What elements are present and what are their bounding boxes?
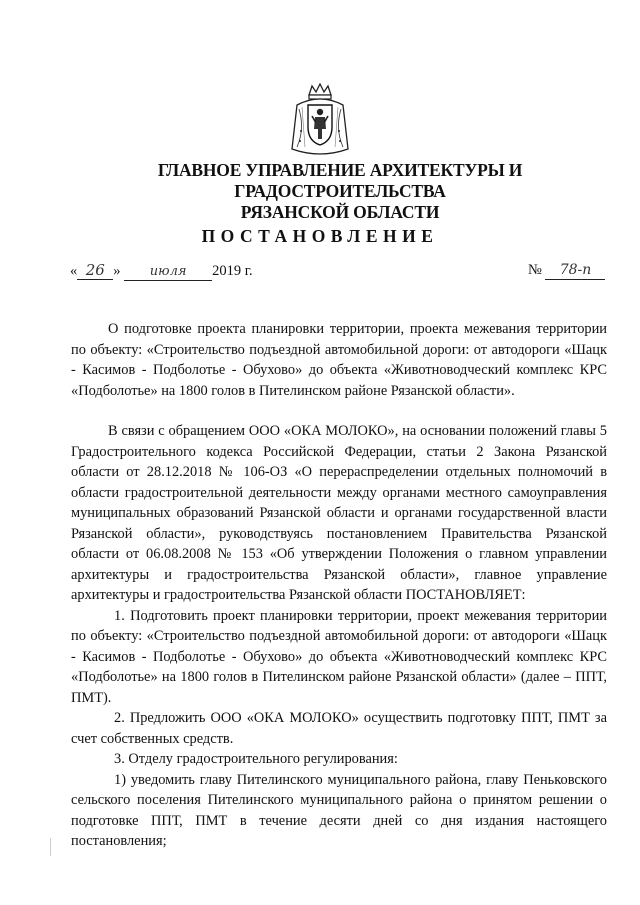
date-month-handwritten: июля [124,263,212,281]
ryazan-coat-of-arms-icon [285,83,355,159]
number-handwritten: 78-п [545,262,605,280]
preamble-paragraph: В связи с обращением ООО «ОКА МОЛОКО», на основании положений главы 5 Градостроительного кодекса Российской Федерации, статьи 2 Закона Рязанской области от 28.12.2018 № 106-ОЗ «О перераспределении отдельных полномочий в области градостроительной деятельности между органами местного самоуправления муниципальных образований Рязанской области и органами государственной власти Рязанской области», руководствуясь постановлением Правительства Рязанской области от 06.08.2008 № 153 «Об утверждении Положения о главном управлении архитектуры и градостроительства Рязанской области», главное управление архитектуры и градостроительства Рязанской области ПОСТАНОВЛЯЕТ: [71,423,607,603]
document-subject [71,319,607,401]
organization-title-line2: РЯЗАНСКОЙ ОБЛАСТИ [240,202,440,222]
date-year: 2019 г. [212,263,253,279]
list-item: 3. Отделу градостроительного регулирования: [114,751,398,767]
organization-title-line1: ГЛАВНОЕ УПРАВЛЕНИЕ АРХИТЕКТУРЫ И ГРАДОСТРОИТЕЛЬСТВА [157,160,523,201]
date-day-handwritten: 26 [77,262,113,280]
organization-title [60,160,620,223]
margin-mark [50,838,51,856]
document-type: ПОСТАНОВЛЕНИЕ [201,226,439,246]
number-prefix: № [528,262,542,278]
subject-paragraph: О подготовке проекта планировки территории, проекта межевания территории по объекту: «Строительство подъездной автомобильной дороги: от автодороги «Шацк - Касимов - Подболотье - Обухово» до объекта «Животноводческий комплекс КРС «Подболотье» на 1800 голов в Пителинском районе Рязанской области». [71,321,607,399]
list-item: 1) уведомить главу Пителинского муниципального района, главу Пеньковского сельского поселения Пителинского муниципального района о принятом решении о подготовке ППТ, ПМТ в течение десяти дней со дня издания настоящего постановления; [71,771,607,849]
document-date [70,262,253,281]
list-item: 1. Подготовить проект планировки территории, проект межевания территории по объекту: «Строительство подъездной автомобильной дороги: от автодороги «Шацк - Касимов - Подболотье - Обухово» до объекта «Животноводческий комплекс КРС «Подболотье» на 1800 голов в Пителинском районе Рязанской области» (далее – ППТ, ПМТ). [71,607,607,706]
date-open-quote: « [70,263,78,279]
document-body [71,421,607,852]
document-number [528,262,605,280]
date-close-quote: » [113,263,121,279]
list-item: 2. Предложить ООО «ОКА МОЛОКО» осуществить подготовку ППТ, ПМТ за счет собственных средств. [71,710,607,747]
